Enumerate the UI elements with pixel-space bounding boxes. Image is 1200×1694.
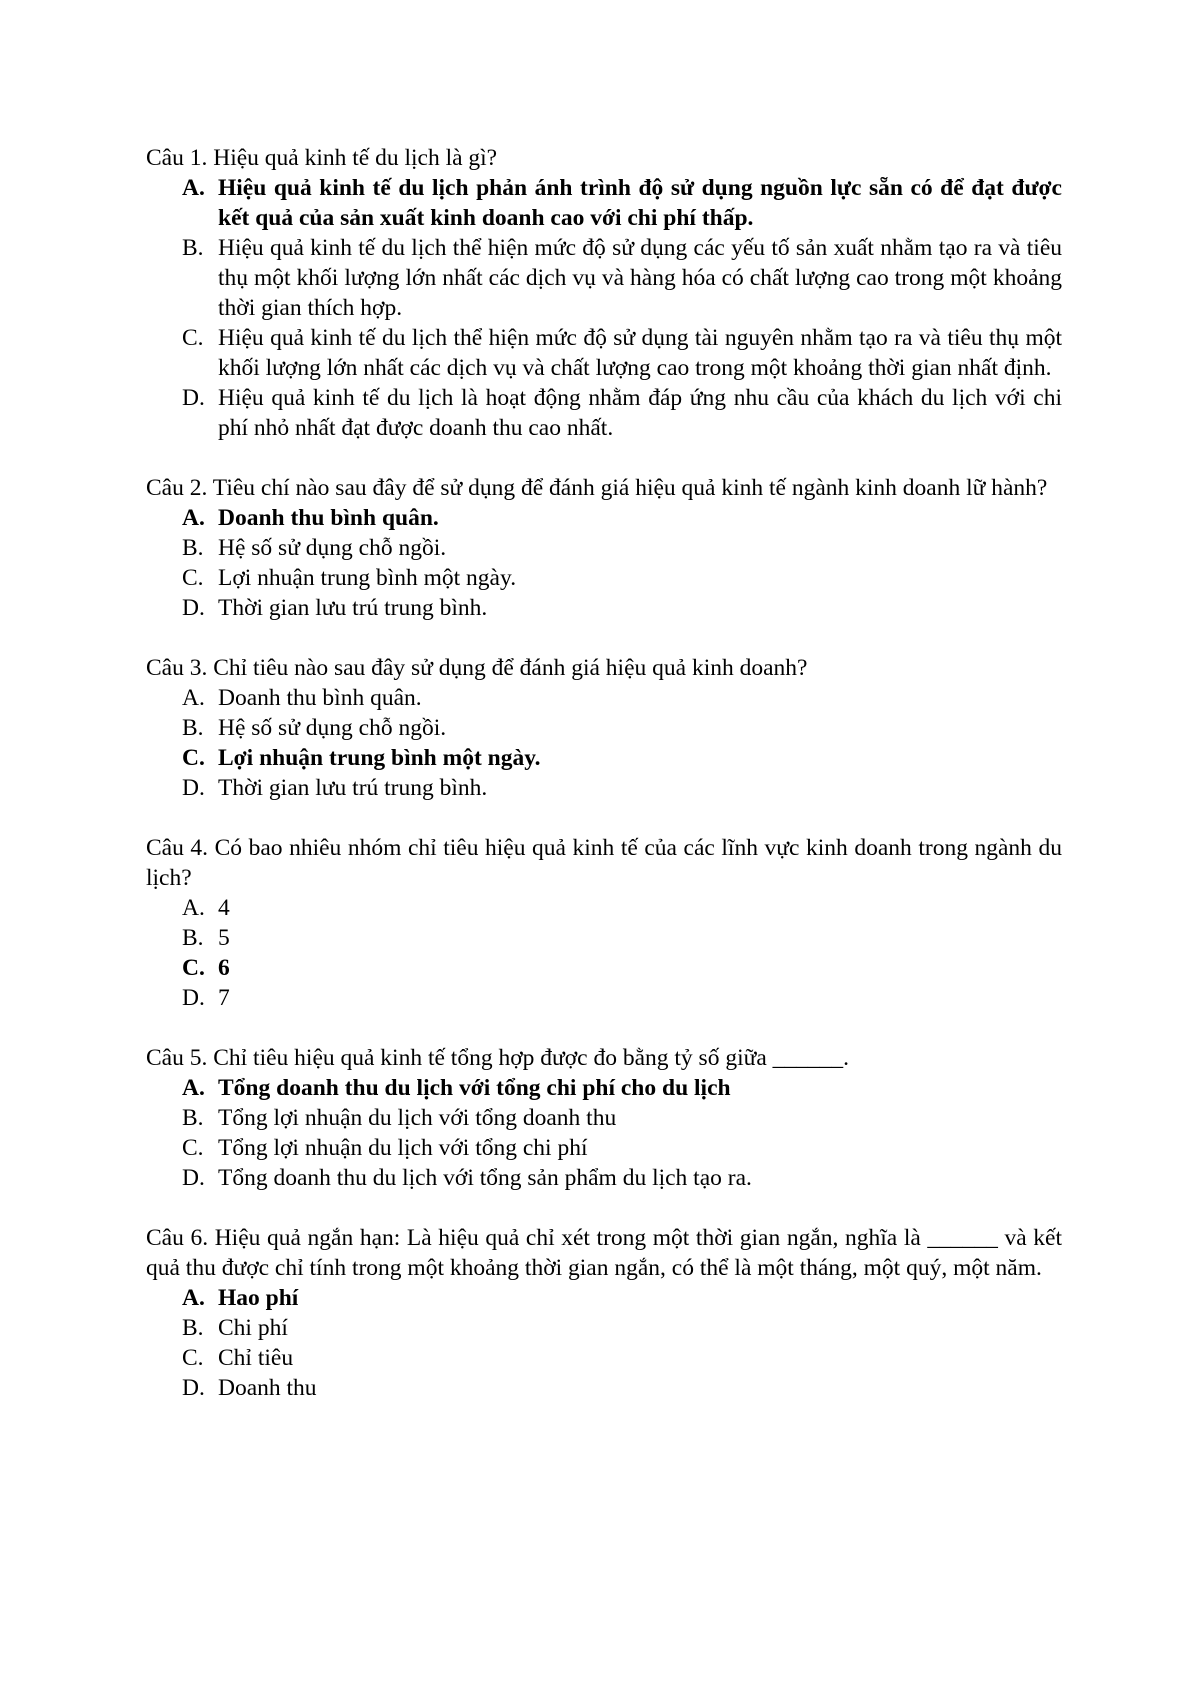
- option-text: Doanh thu bình quân.: [218, 685, 422, 711]
- option-text: Doanh thu: [218, 1375, 317, 1401]
- option-letter: C.: [182, 565, 204, 591]
- option-letter: D.: [182, 1165, 205, 1191]
- option-text: Tổng lợi nhuận du lịch với tổng chi phí: [218, 1135, 588, 1161]
- option-letter: C.: [182, 1135, 204, 1161]
- option-text: Thời gian lưu trú trung bình.: [218, 595, 488, 621]
- option-letter: C.: [182, 1345, 204, 1371]
- option-text: 5: [218, 925, 230, 951]
- answer-option-d: [146, 983, 1062, 1013]
- question-2: [146, 473, 1062, 623]
- option-letter: C.: [182, 745, 205, 771]
- answer-option-d: [146, 773, 1062, 803]
- answer-option-b: [146, 713, 1062, 743]
- option-letter: D.: [182, 775, 205, 801]
- option-letter: D.: [182, 1375, 205, 1401]
- answer-option-b: [146, 1313, 1062, 1343]
- answer-option-d: [146, 1163, 1062, 1193]
- answer-option-c: [146, 953, 1062, 983]
- option-text: Thời gian lưu trú trung bình.: [218, 775, 488, 801]
- question-text: Câu 6. Hiệu quả ngắn hạn: Là hiệu quả chỉ xét trong một thời gian ngắn, nghĩa là ______ và kết quả thu được chỉ tính trong một khoảng thời gian ngắn, có thể là một tháng, một quý, một năm.: [146, 1225, 1062, 1281]
- option-letter: B.: [182, 535, 204, 561]
- option-text: Tổng doanh thu du lịch với tổng sản phẩm du lịch tạo ra.: [218, 1165, 752, 1191]
- option-text: 4: [218, 895, 230, 921]
- option-text: Tổng doanh thu du lịch với tổng chi phí cho du lịch: [218, 1075, 731, 1101]
- question-text: Câu 3. Chỉ tiêu nào sau đây sử dụng để đánh giá hiệu quả kinh doanh?: [146, 655, 808, 681]
- answer-option-a: [146, 893, 1062, 923]
- option-text: Lợi nhuận trung bình một ngày.: [218, 565, 517, 591]
- option-text: Hệ số sử dụng chỗ ngồi.: [218, 535, 447, 561]
- option-letter: B.: [182, 1315, 204, 1341]
- answer-option-a: [146, 173, 1062, 233]
- question-6: [146, 1223, 1062, 1403]
- answer-option-a: [146, 1283, 1062, 1313]
- option-letter: B.: [182, 235, 204, 261]
- answer-option-c: [146, 1133, 1062, 1163]
- option-letter: A.: [182, 685, 205, 711]
- question-text: Câu 2. Tiêu chí nào sau đây để sử dụng để đánh giá hiệu quả kinh tế ngành kinh doanh lữ hành?: [146, 475, 1048, 501]
- answer-option-c: [146, 563, 1062, 593]
- question-3: [146, 653, 1062, 803]
- answer-option-d: [146, 1373, 1062, 1403]
- answer-option-b: [146, 923, 1062, 953]
- answer-option-c: [146, 743, 1062, 773]
- option-text: Chi phí: [218, 1315, 288, 1341]
- question-1: [146, 143, 1062, 443]
- option-text: Hiệu quả kinh tế du lịch phản ánh trình độ sử dụng nguồn lực sẵn có để đạt được kết quả của sản xuất kinh doanh cao với chi phí thấp.: [218, 175, 1062, 231]
- question-text: Câu 4. Có bao nhiêu nhóm chỉ tiêu hiệu quả kinh tế của các lĩnh vực kinh doanh trong ngành du lịch?: [146, 835, 1062, 891]
- question-4: [146, 833, 1062, 1013]
- option-text: Doanh thu bình quân.: [218, 505, 439, 531]
- option-text: Chỉ tiêu: [218, 1345, 294, 1371]
- option-text: Lợi nhuận trung bình một ngày.: [218, 745, 541, 771]
- option-letter: C.: [182, 955, 205, 981]
- answer-option-a: [146, 1073, 1062, 1103]
- answer-option-c: [146, 323, 1062, 383]
- option-letter: A.: [182, 175, 205, 201]
- option-text: Hệ số sử dụng chỗ ngồi.: [218, 715, 447, 741]
- answer-option-b: [146, 233, 1062, 323]
- option-letter: B.: [182, 1105, 204, 1131]
- option-text: Tổng lợi nhuận du lịch với tổng doanh thu: [218, 1105, 617, 1131]
- quiz-document: [146, 143, 1062, 1433]
- answer-option-a: [146, 503, 1062, 533]
- option-text: Hiệu quả kinh tế du lịch thể hiện mức độ sử dụng các yếu tố sản xuất nhằm tạo ra và tiêu thụ một khối lượng lớn nhất các dịch vụ và hàng hóa có chất lượng cao trong một khoảng thời gian thích hợp.: [218, 235, 1062, 321]
- option-letter: A.: [182, 1075, 205, 1101]
- answer-option-c: [146, 1343, 1062, 1373]
- option-letter: A.: [182, 505, 205, 531]
- option-letter: A.: [182, 1285, 205, 1311]
- answer-option-d: [146, 593, 1062, 623]
- question-text: Câu 1. Hiệu quả kinh tế du lịch là gì?: [146, 145, 498, 171]
- answer-option-b: [146, 1103, 1062, 1133]
- option-text: 7: [218, 985, 230, 1011]
- question-text: Câu 5. Chỉ tiêu hiệu quả kinh tế tổng hợp được đo bằng tỷ số giữa ______.: [146, 1045, 850, 1071]
- answer-option-b: [146, 533, 1062, 563]
- question-5: [146, 1043, 1062, 1193]
- option-letter: A.: [182, 895, 205, 921]
- option-text: Hao phí: [218, 1285, 299, 1311]
- option-letter: D.: [182, 985, 205, 1011]
- answer-option-a: [146, 683, 1062, 713]
- option-letter: D.: [182, 595, 205, 621]
- answer-option-d: [146, 383, 1062, 443]
- option-text: 6: [218, 955, 230, 981]
- option-letter: C.: [182, 325, 204, 351]
- option-letter: D.: [182, 385, 205, 411]
- option-letter: B.: [182, 715, 204, 741]
- option-text: Hiệu quả kinh tế du lịch thể hiện mức độ sử dụng tài nguyên nhằm tạo ra và tiêu thụ một khối lượng lớn nhất các dịch vụ và chất lượng cao trong một khoảng thời gian nhất định.: [218, 325, 1062, 381]
- option-letter: B.: [182, 925, 204, 951]
- option-text: Hiệu quả kinh tế du lịch là hoạt động nhằm đáp ứng nhu cầu của khách du lịch với chi phí nhỏ nhất đạt được doanh thu cao nhất.: [218, 385, 1062, 441]
